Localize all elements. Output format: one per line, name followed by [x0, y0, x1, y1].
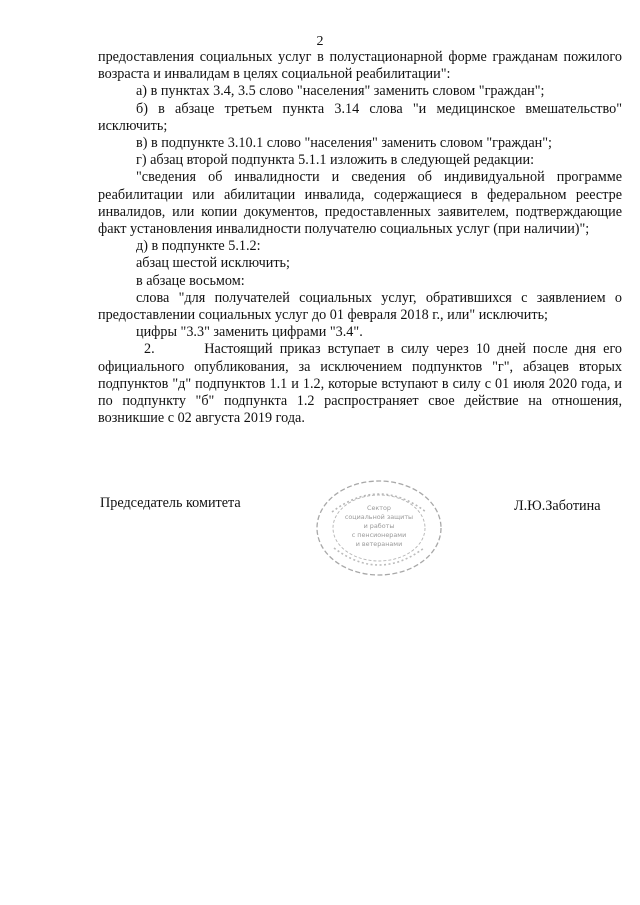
signer-title: Председатель комитета — [100, 495, 241, 511]
stamp-line: с пенсионерами — [351, 531, 407, 539]
paragraph: а) в пунктах 3.4, 3.5 слово "населения" заменить словом "граждан"; — [136, 83, 545, 100]
paragraph: слова "для получателей социальных услуг, обратившихся с заявлением о предоставлении социальных услуг до 01 февраля 2018 г., или" исключить; — [98, 289, 622, 324]
document-body — [98, 49, 622, 427]
paragraph: в абзаце восьмом: — [136, 272, 245, 289]
paragraph: г) абзац второй подпункта 5.1.1 изложить в следующей редакции: — [136, 152, 535, 169]
stamp-line: и работы — [363, 522, 395, 530]
stamp-line: Сектор — [367, 504, 391, 512]
signer-name: Л.Ю.Заботина — [514, 498, 601, 514]
paragraph: д) в подпункте 5.1.2: — [136, 238, 261, 255]
paragraph: предоставления социальных услуг в полустационарной форме гражданам пожилого возраста и инвалидам в целях социальной реабилитации": — [98, 49, 622, 83]
paragraph: цифры "3.3" заменить цифрами "3.4". — [136, 324, 363, 341]
paragraph: 2. Настоящий приказ вступает в силу через 10 дней после дня его официального опубликования, за исключением подпунктов "г", абзацев вторых подпунктов "д" подпунктов 1.1 и 1.2, которые вступают в силу с 01 июля 2020 года, и по подпункту "б" подпункта 1.2 распространяет свое действие на отношения, возникшие с 02 августа 2019 года. — [98, 341, 622, 427]
stamp — [312, 478, 446, 578]
page-number: 2 — [316, 34, 324, 49]
paragraph: б) в абзаце третьем пункта 3.14 слова "и медицинское вмешательство" исключить; — [98, 100, 622, 134]
stamp-line: социальной защиты — [344, 513, 414, 521]
signature-block — [0, 478, 640, 588]
stamp-line: и ветеранами — [355, 540, 403, 548]
paragraph: абзац шестой исключить; — [136, 255, 290, 272]
paragraph: в) в подпункте 3.10.1 слово "населения" заменить словом "граждан"; — [136, 135, 552, 152]
paragraph: "сведения об инвалидности и сведения об индивидуальной программе реабилитации или абилитации инвалида, содержащиеся в федеральном реестре инвалидов, или копии документов, предоставленных заявителем, подтверждающие факт установления инвалидности получателю социальных услуг (при наличии)"; — [98, 169, 622, 238]
